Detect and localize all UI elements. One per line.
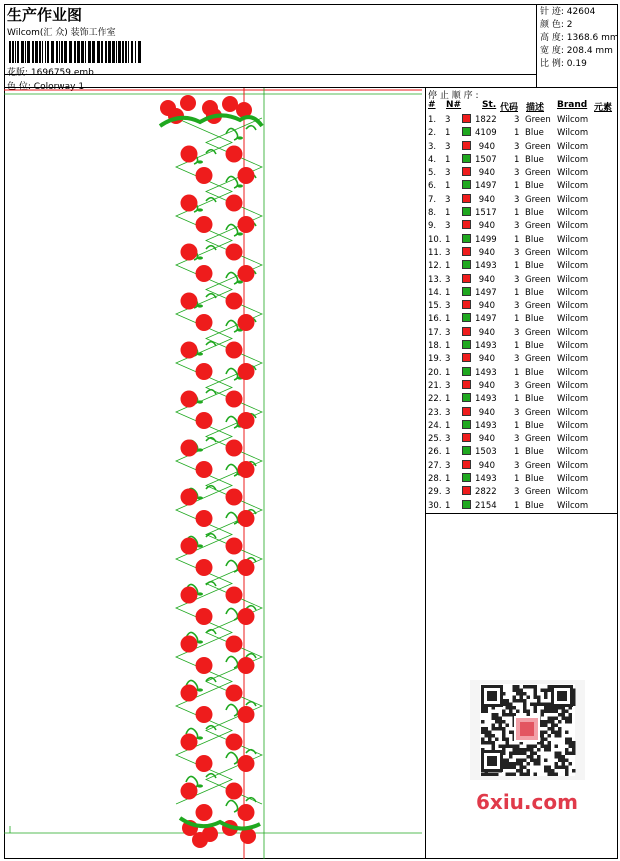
row-stitches: 1497 [475,314,497,325]
row-brand: Wilcom [557,141,589,152]
row-stitches: 1493 [475,394,497,405]
barcode [9,41,144,63]
row-stitches: 940 [478,221,495,232]
color-swatch [462,420,471,429]
row-brand: Wilcom [557,460,589,471]
color-swatch [462,220,471,229]
col-desc: 描述 [526,103,545,113]
table-row [426,207,618,220]
row-n: 3 [445,168,451,179]
row-n: 3 [445,460,451,471]
page-title: 生产作业图 [7,6,83,24]
color-swatch [462,207,471,216]
row-num: 22. [428,394,442,405]
row-num: 15. [428,301,442,312]
row-n: 3 [445,380,451,391]
row-brand: Wilcom [557,341,589,352]
row-code: 3 [514,354,520,365]
row-num: 26. [428,447,442,458]
col-n: N# [446,100,462,110]
table-row [426,274,618,287]
row-stitches: 940 [478,407,495,418]
row-desc: Blue [525,154,544,165]
row-code: 3 [514,194,520,205]
row-brand: Wilcom [557,128,589,139]
row-stitches: 940 [478,434,495,445]
color-swatch [462,274,471,283]
design-value: 1696759.emb [30,68,94,78]
row-desc: Green [525,194,551,205]
row-n: 3 [445,327,451,338]
row-desc: Green [525,221,551,232]
row-stitches: 1499 [475,234,497,245]
row-desc: Blue [525,128,544,139]
table-row [426,407,618,420]
table-row [426,247,618,260]
col-code: 代码 [500,103,519,113]
row-desc: Green [525,115,551,125]
row-brand: Wilcom [557,208,589,219]
color-swatch [462,500,471,509]
row-brand: Wilcom [557,407,589,418]
studio-subtitle: Wilcom(汇 众) 装饰工作室 [7,28,116,38]
col-element: 元素 [594,103,613,113]
row-stitches: 1493 [475,420,497,431]
color-swatch [462,154,471,163]
row-code: 1 [514,447,520,458]
row-num: 28. [428,474,442,485]
row-desc: Blue [525,394,544,405]
row-brand: Wilcom [557,434,589,445]
header-separator [4,74,537,75]
color-swatch [462,234,471,243]
row-code: 3 [514,115,520,125]
table-row [426,380,618,393]
row-desc: Green [525,168,551,179]
row-desc: Blue [525,367,544,378]
row-brand: Wilcom [557,301,589,312]
row-stitches: 940 [478,460,495,471]
row-num: 1. [428,115,437,125]
row-desc: Green [525,487,551,498]
table-row [426,220,618,233]
row-num: 10. [428,234,442,245]
row-num: 6. [428,181,437,192]
design-label: 花版: [7,68,29,78]
row-n: 1 [445,128,451,139]
table-row [426,446,618,459]
color-swatch [462,473,471,482]
table-row [426,234,618,247]
row-n: 1 [445,208,451,219]
stop-sequence-header [426,100,618,113]
color-swatch [462,446,471,455]
color-swatch [462,141,471,150]
table-row [426,194,618,207]
row-n: 1 [445,154,451,165]
color-swatch [462,313,471,322]
row-code: 3 [514,460,520,471]
row-num: 5. [428,168,437,179]
row-code: 3 [514,141,520,152]
row-code: 3 [514,168,520,179]
color-swatch [462,260,471,269]
row-code: 1 [514,314,520,325]
stat-stitches: 针 迹: 42604 [540,7,596,17]
row-code: 1 [514,128,520,139]
row-code: 3 [514,247,520,258]
row-n: 3 [445,221,451,232]
table-row [426,327,618,340]
row-num: 8. [428,208,437,219]
row-brand: Wilcom [557,394,589,405]
table-row [426,167,618,180]
row-num: 25. [428,434,442,445]
row-desc: Blue [525,420,544,431]
row-num: 27. [428,460,442,471]
row-num: 23. [428,407,442,418]
table-row [426,393,618,406]
header-block [4,4,537,92]
row-brand: Wilcom [557,314,589,325]
row-num: 17. [428,327,442,338]
row-brand: Wilcom [557,247,589,258]
design-canvas [4,88,426,859]
row-brand: Wilcom [557,354,589,365]
row-stitches: 1507 [475,154,497,165]
row-n: 1 [445,394,451,405]
row-desc: Blue [525,474,544,485]
row-brand: Wilcom [557,261,589,272]
row-desc: Green [525,301,551,312]
row-num: 24. [428,420,442,431]
row-desc: Green [525,274,551,285]
color-swatch [462,167,471,176]
row-stitches: 1822 [475,115,497,125]
table-row [426,180,618,193]
row-brand: Wilcom [557,474,589,485]
row-stitches: 1493 [475,341,497,352]
row-brand: Wilcom [557,420,589,431]
row-code: 3 [514,380,520,391]
color-swatch [462,114,471,123]
row-num: 13. [428,274,442,285]
row-num: 9. [428,221,437,232]
row-n: 1 [445,500,451,511]
stat-height: 高 度: 1368.6 mm [540,33,619,43]
row-num: 30. [428,500,442,511]
col-st: St. [482,100,497,110]
color-swatch [462,300,471,309]
row-brand: Wilcom [557,194,589,205]
row-brand: Wilcom [557,447,589,458]
stat-colors: 颜 色: 2 [540,20,573,30]
color-swatch [462,247,471,256]
row-code: 3 [514,327,520,338]
row-desc: Blue [525,261,544,272]
site-logo: 6xiu.com [476,790,578,814]
row-num: 19. [428,354,442,365]
row-n: 3 [445,434,451,445]
design-info [7,65,94,78]
row-brand: Wilcom [557,168,589,179]
row-desc: Blue [525,314,544,325]
row-stitches: 940 [478,274,495,285]
row-stitches: 1497 [475,287,497,298]
table-row [426,287,618,300]
row-num: 21. [428,380,442,391]
row-stitches: 940 [478,380,495,391]
table-row [426,114,618,127]
row-n: 3 [445,115,451,125]
row-desc: Green [525,380,551,391]
row-brand: Wilcom [557,181,589,192]
row-code: 3 [514,274,520,285]
row-brand: Wilcom [557,487,589,498]
color-swatch [462,460,471,469]
table-row [426,473,618,486]
row-num: 29. [428,487,442,498]
row-stitches: 1493 [475,261,497,272]
row-desc: Blue [525,447,544,458]
table-row [426,260,618,273]
row-n: 1 [445,341,451,352]
row-code: 1 [514,154,520,165]
row-desc: Green [525,141,551,152]
row-stitches: 940 [478,301,495,312]
row-code: 1 [514,287,520,298]
row-n: 3 [445,487,451,498]
row-num: 11. [428,247,442,258]
row-n: 1 [445,314,451,325]
row-num: 12. [428,261,442,272]
stop-sequence-rows [426,114,618,513]
row-code: 1 [514,420,520,431]
row-n: 1 [445,367,451,378]
row-brand: Wilcom [557,327,589,338]
color-swatch [462,127,471,136]
row-code: 1 [514,394,520,405]
row-stitches: 940 [478,168,495,179]
row-n: 3 [445,194,451,205]
row-code: 3 [514,301,520,312]
row-desc: Green [525,434,551,445]
colorway-value: Colorway 1 [33,82,85,92]
row-n: 1 [445,261,451,272]
row-n: 1 [445,420,451,431]
row-brand: Wilcom [557,115,589,125]
qr-code-icon [470,680,585,780]
row-stitches: 2154 [475,500,497,511]
row-stitches: 1503 [475,447,497,458]
row-n: 1 [445,287,451,298]
row-desc: Green [525,354,551,365]
row-desc: Blue [525,181,544,192]
row-stitches: 2822 [475,487,497,498]
row-n: 3 [445,141,451,152]
table-row [426,300,618,313]
row-brand: Wilcom [557,367,589,378]
stop-sequence-title: 停 止 顺 序 : [428,91,479,101]
row-code: 3 [514,487,520,498]
color-swatch [462,407,471,416]
stat-width: 宽 度: 208.4 mm [540,46,613,56]
color-swatch [462,393,471,402]
row-code: 1 [514,208,520,219]
table-row [426,460,618,473]
row-num: 14. [428,287,442,298]
row-desc: Blue [525,234,544,245]
row-num: 7. [428,194,437,205]
row-brand: Wilcom [557,380,589,391]
row-desc: Green [525,327,551,338]
color-swatch [462,367,471,376]
row-stitches: 940 [478,194,495,205]
table-row [426,500,618,513]
row-n: 3 [445,247,451,258]
table-row [426,420,618,433]
color-swatch [462,340,471,349]
table-row [426,154,618,167]
row-n: 3 [445,354,451,365]
stat-scale: 比 例: 0.19 [540,59,587,69]
row-brand: Wilcom [557,234,589,245]
color-swatch [462,287,471,296]
table-bottom-rule [426,513,618,514]
row-num: 4. [428,154,437,165]
table-row [426,313,618,326]
table-row [426,353,618,366]
row-num: 20. [428,367,442,378]
color-swatch [462,380,471,389]
row-desc: Blue [525,341,544,352]
row-code: 1 [514,234,520,245]
table-row [426,340,618,353]
row-brand: Wilcom [557,287,589,298]
row-n: 1 [445,234,451,245]
embroidery-preview [4,88,426,859]
row-code: 3 [514,434,520,445]
color-swatch [462,353,471,362]
col-num: # [428,100,436,110]
color-swatch [462,327,471,336]
row-desc: Blue [525,287,544,298]
row-num: 2. [428,128,437,139]
table-row [426,141,618,154]
row-brand: Wilcom [557,154,589,165]
table-row [426,367,618,380]
row-stitches: 1497 [475,181,497,192]
row-desc: Green [525,460,551,471]
row-brand: Wilcom [557,500,589,511]
stats-panel [537,4,618,88]
row-num: 18. [428,341,442,352]
row-num: 3. [428,141,437,152]
row-code: 3 [514,221,520,232]
row-desc: Green [525,247,551,258]
row-n: 1 [445,447,451,458]
color-swatch [462,194,471,203]
row-stitches: 1493 [475,367,497,378]
row-desc: Green [525,407,551,418]
row-n: 3 [445,407,451,418]
row-code: 1 [514,500,520,511]
row-n: 3 [445,301,451,312]
colorway-label: 色 位: [7,82,31,92]
row-stitches: 4109 [475,128,497,139]
row-brand: Wilcom [557,221,589,232]
row-code: 1 [514,474,520,485]
row-brand: Wilcom [557,274,589,285]
row-code: 1 [514,341,520,352]
row-desc: Blue [525,208,544,219]
row-num: 16. [428,314,442,325]
color-swatch [462,486,471,495]
row-stitches: 940 [478,141,495,152]
row-stitches: 940 [478,327,495,338]
color-swatch [462,433,471,442]
row-desc: Blue [525,500,544,511]
row-n: 3 [445,274,451,285]
row-stitches: 940 [478,354,495,365]
row-code: 3 [514,407,520,418]
table-row [426,486,618,499]
row-code: 1 [514,181,520,192]
row-stitches: 1493 [475,474,497,485]
row-stitches: 940 [478,247,495,258]
table-row [426,433,618,446]
row-code: 1 [514,367,520,378]
row-code: 1 [514,261,520,272]
row-n: 1 [445,181,451,192]
table-row [426,127,618,140]
row-stitches: 1517 [475,208,497,219]
color-swatch [462,180,471,189]
row-n: 1 [445,474,451,485]
col-brand: Brand [557,100,588,110]
